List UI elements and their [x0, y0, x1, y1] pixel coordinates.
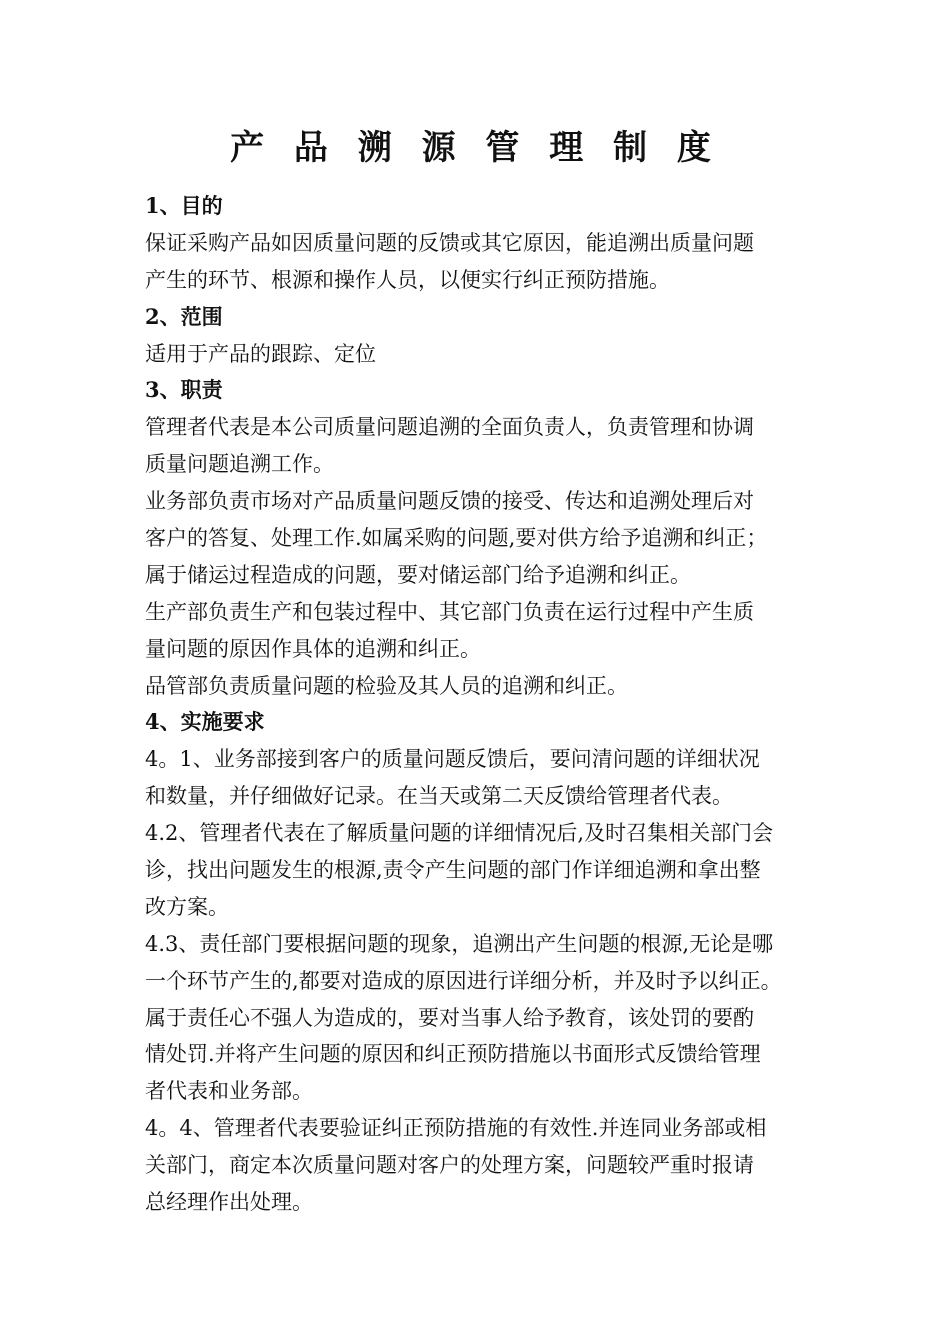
body-text-line: 者代表和业务部。 — [145, 1079, 313, 1104]
body-text-line: 属于储运过程造成的问题，要对储运部门给予追溯和纠正。 — [145, 562, 691, 587]
body-text-line: 品管部负责质量问题的检验及其人员的追溯和纠正。 — [145, 673, 628, 698]
section-heading: 1、目的 — [145, 193, 223, 218]
body-text-line: 一个环节产生的,都要对造成的原因进行详细分析，并及时予以纠正。 — [145, 968, 782, 993]
body-text-line: 和数量，并仔细做好记录。在当天或第二天反馈给管理者代表。 — [145, 784, 733, 809]
document-body — [145, 188, 815, 1221]
section-heading: 4、实施要求 — [145, 709, 265, 735]
body-text-line: 总经理作出处理。 — [145, 1190, 313, 1215]
body-text-line: 量问题的原因作具体的追溯和纠正。 — [145, 636, 481, 661]
body-text-line: 4。4、管理者代表要验证纠正预防措施的有效性.并连同业务部或相 — [145, 1116, 767, 1141]
body-text-line: 诊，找出问题发生的根源,责令产生问题的部门作详细追溯和拿出整 — [145, 858, 761, 883]
body-text-line: 属于责任心不强人为造成的，要对当事人给予教育，该处罚的要酌 — [145, 1005, 754, 1030]
body-text-line: 关部门，商定本次质量问题对客户的处理方案，问题较严重时报请 — [145, 1153, 754, 1178]
body-text-line: 产生的环节、根源和操作人员，以便实行纠正预防措施。 — [145, 267, 670, 292]
body-text-line: 业务部负责市场对产品质量问题反馈的接受、传达和追溯处理后对 — [145, 489, 754, 514]
body-text-line: 4.2、管理者代表在了解质量问题的详细情况后,及时召集相关部门会 — [145, 821, 774, 846]
body-text-line: 保证采购产品如因质量问题的反馈或其它原因，能追溯出质量问题 — [145, 230, 754, 255]
document-title: 产 品 溯 源 管 理 制 度 — [230, 128, 720, 168]
body-text-line: 情处罚.并将产生问题的原因和纠正预防措施以书面形式反馈给管理 — [145, 1042, 761, 1067]
body-text-line: 4.3、责任部门要根据问题的现象，追溯出产生问题的根源,无论是哪 — [145, 931, 774, 956]
body-text-line: 质量问题追溯工作。 — [145, 452, 334, 477]
body-text-line: 管理者代表是本公司质量问题追溯的全面负责人，负责管理和协调 — [145, 415, 754, 440]
body-text-line: 改方案。 — [145, 894, 229, 919]
section-heading: 3、职责 — [145, 377, 223, 403]
body-text-line: 生产部负责生产和包装过程中、其它部门负责在运行过程中产生质 — [145, 599, 754, 624]
body-text-line: 适用于产品的跟踪、定位 — [145, 341, 376, 366]
body-text-line: 4。1、业务部接到客户的质量问题反馈后，要问清问题的详细状况 — [145, 747, 760, 772]
section-heading: 2、范围 — [145, 303, 223, 329]
body-text-line: 客户的答复、处理工作.如属采购的问题,要对供方给予追溯和纠正； — [145, 526, 768, 551]
